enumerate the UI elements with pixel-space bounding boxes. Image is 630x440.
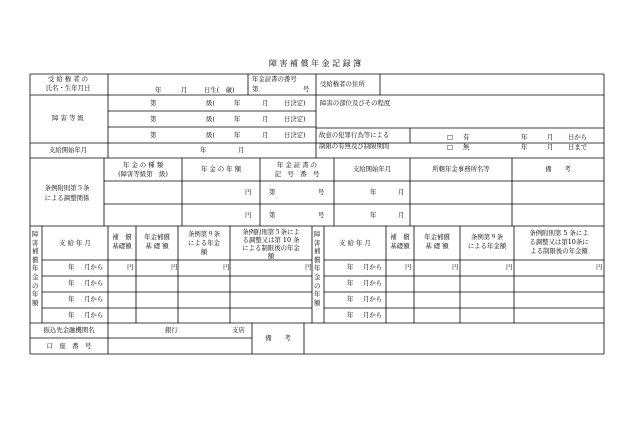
right-row-1-yen-4: 円 xyxy=(596,263,603,271)
grade-row-2-year: 年 xyxy=(234,115,241,123)
grade-row-2-day: 日決定) xyxy=(284,115,306,123)
hosho-header-right-2: 基礎額 xyxy=(390,242,410,250)
yes-checkbox[interactable]: □ xyxy=(447,133,454,141)
no-checkbox[interactable]: □ xyxy=(447,143,454,151)
nenkin-header-left-2: 基 礎 額 xyxy=(145,242,169,250)
nenkin-header-left-1: 年金補償 xyxy=(144,233,170,241)
row1-year: 年 xyxy=(370,188,377,196)
grade-row-3-year: 年 xyxy=(234,131,241,139)
pension-type-label-2: (障害等級第 級) xyxy=(118,170,168,178)
sec4-remarks-label: 備 考 xyxy=(265,334,291,342)
cert-dai: 第 xyxy=(252,85,259,93)
grade-row-1-month: 月 xyxy=(262,99,269,107)
jorei9-header-right-2: による年金額 xyxy=(467,242,507,250)
start-year: 年 xyxy=(200,146,207,154)
until-year: 年 xyxy=(521,143,528,151)
jorei9-header-left-1: 条例第９条 xyxy=(188,230,220,238)
left-row-1-yen-1: 円 xyxy=(127,263,134,271)
until-day: 日まで xyxy=(568,143,588,151)
nenkin-header-right-2: 基 礎 額 xyxy=(425,242,449,250)
pension-amount-label: 年 金 の 年 額 xyxy=(200,165,242,173)
adjustment-label-2: による調整関係 xyxy=(44,194,90,202)
left-row-1-yen-4: 円 xyxy=(305,263,312,271)
right-row-1-from: 月から xyxy=(363,263,383,271)
grade-row-1-kyu: 級( xyxy=(206,99,215,107)
start-label: 支給開始年月 xyxy=(48,146,88,154)
jorei9-header-right-1: 条例第９条 xyxy=(471,233,503,241)
right-row-2-year: 年 xyxy=(347,279,354,287)
sec3-side-label-right: 障害補償年金の年額 xyxy=(314,230,321,307)
from-year: 年 xyxy=(521,133,528,141)
right-row-1-yen-1: 円 xyxy=(405,263,412,271)
left-row-4-year: 年 xyxy=(68,311,75,319)
account-label: 口 座 番 号 xyxy=(46,342,92,350)
bank-label: 振込先金融機関名 xyxy=(43,326,95,334)
birth-month: 月 xyxy=(181,86,188,94)
hosho-header-left-1: 補 償 xyxy=(112,233,132,241)
jorei5-header-left-1: 条例附則第５条によ xyxy=(242,228,300,236)
right-row-3-from: 月から xyxy=(363,295,383,303)
jorei9-header-left-2: による年金 xyxy=(188,239,220,247)
page-title: 障 害 補 償 年 金 記 録 簿 xyxy=(268,59,362,68)
office-label: 所轄年金事務所名等 xyxy=(432,165,490,173)
sec2-start-label: 支給開始年月 xyxy=(352,165,392,173)
left-row-1-from: 月から xyxy=(84,263,104,271)
right-row-1-yen-2: 円 xyxy=(452,263,459,271)
row2-go: 号 xyxy=(318,211,325,219)
bank-suffix: 銀行 xyxy=(165,326,178,334)
address-label: 受給権者の住所 xyxy=(320,80,365,88)
jorei5-header-left-4: 額 xyxy=(267,252,275,260)
grade-row-1-year: 年 xyxy=(234,99,241,107)
cert-code-label-2: 記 号 番 号 xyxy=(274,170,320,178)
left-row-1-yen-3: 円 xyxy=(223,263,230,271)
branch-suffix: 支店 xyxy=(232,326,245,334)
pension-type-label-1: 年 金 の 種 類 xyxy=(122,161,164,169)
adjustment-label-1: 条例附則第５条 xyxy=(44,184,90,192)
right-row-1-yen-3: 円 xyxy=(506,263,513,271)
grade-row-3-month: 月 xyxy=(262,131,269,139)
pay-month-header-right: 支 給 年 月 xyxy=(339,239,371,247)
row1-month: 月 xyxy=(398,188,405,196)
sec2-remarks-label: 備 考 xyxy=(545,165,571,173)
left-row-3-from: 月から xyxy=(84,295,104,303)
right-row-4-from: 月から xyxy=(363,311,383,319)
section-4-lines xyxy=(30,323,604,354)
crime-label-2: 制限の有無及び制限期間 xyxy=(319,142,390,150)
cert-code-label-1: 年 金 証 書 の xyxy=(276,161,318,169)
birth-day-age: 日生( 歳) xyxy=(204,86,235,94)
birth-year: 年 xyxy=(155,86,162,94)
left-row-1-year: 年 xyxy=(68,263,75,271)
row1-go: 号 xyxy=(318,188,325,196)
left-row-3-year: 年 xyxy=(68,295,75,303)
recipient-label-1: 受 給 権 者 の xyxy=(47,75,89,83)
right-row-2-from: 月から xyxy=(363,279,383,287)
jorei5-header-left-3: による制限後の年金 xyxy=(242,244,300,252)
hosho-header-right-1: 補 償 xyxy=(390,233,410,241)
until-month: 月 xyxy=(547,143,554,151)
left-row-1-yen-2: 円 xyxy=(171,263,178,271)
grade-row-2-kyu: 級( xyxy=(206,115,215,123)
cert-go: 号 xyxy=(303,85,310,93)
grade-row-2-month: 月 xyxy=(262,115,269,123)
grade-row-3-kyu: 級( xyxy=(206,131,215,139)
jorei5-header-left-2: る調整又は第 10 条 xyxy=(242,236,300,244)
row2-year: 年 xyxy=(370,211,377,219)
right-row-4-year: 年 xyxy=(347,311,354,319)
cert-number-label: 年金証書の番号 xyxy=(252,75,297,83)
hosho-header-left-2: 基礎額 xyxy=(112,242,132,250)
row2-dai: 第 xyxy=(269,211,276,219)
grade-row-1-dai: 第 xyxy=(150,99,157,107)
section-1-lines xyxy=(30,74,604,158)
recipient-label-2: 氏名・生年月日 xyxy=(45,84,91,92)
jorei5-header-right-1: 条例附則第 5 条によ xyxy=(529,229,589,237)
pay-month-header-left: 支 給 年 月 xyxy=(59,239,91,247)
row1-dai: 第 xyxy=(269,188,276,196)
yes-label: 有 xyxy=(463,133,470,141)
grade-row-1-day: 日決定) xyxy=(284,99,306,107)
jorei5-header-right-2: る調整又は第10条に xyxy=(529,238,589,246)
grade-label: 障 害 等 級 xyxy=(52,114,84,122)
jorei5-header-right-3: よる制限後の年金額 xyxy=(530,247,588,255)
left-row-2-year: 年 xyxy=(68,279,75,287)
start-month: 月 xyxy=(238,146,245,154)
grade-row-3-day: 日決定) xyxy=(284,131,306,139)
no-label: 無 xyxy=(463,143,470,151)
from-day: 日から xyxy=(568,133,588,141)
disability-label: 障害の部位及びその程度 xyxy=(320,99,391,107)
grade-row-2-dai: 第 xyxy=(150,115,157,123)
crime-label-1: 故意の犯罪行為等による xyxy=(319,131,390,139)
sec3-side-label: 障害補償年金の年額 xyxy=(32,230,39,307)
right-row-3-year: 年 xyxy=(347,295,354,303)
grade-row-3-dai: 第 xyxy=(150,131,157,139)
left-row-4-from: 月から xyxy=(84,311,104,319)
left-row-2-from: 月から xyxy=(84,279,104,287)
nenkin-header-right-1: 年金補償 xyxy=(424,233,450,241)
from-month: 月 xyxy=(547,133,554,141)
row2-month: 月 xyxy=(398,211,405,219)
row1-yen: 円 xyxy=(245,188,252,196)
row2-yen: 円 xyxy=(245,211,252,219)
jorei9-header-left-3: 額 xyxy=(200,248,208,256)
right-row-1-year: 年 xyxy=(347,263,354,271)
